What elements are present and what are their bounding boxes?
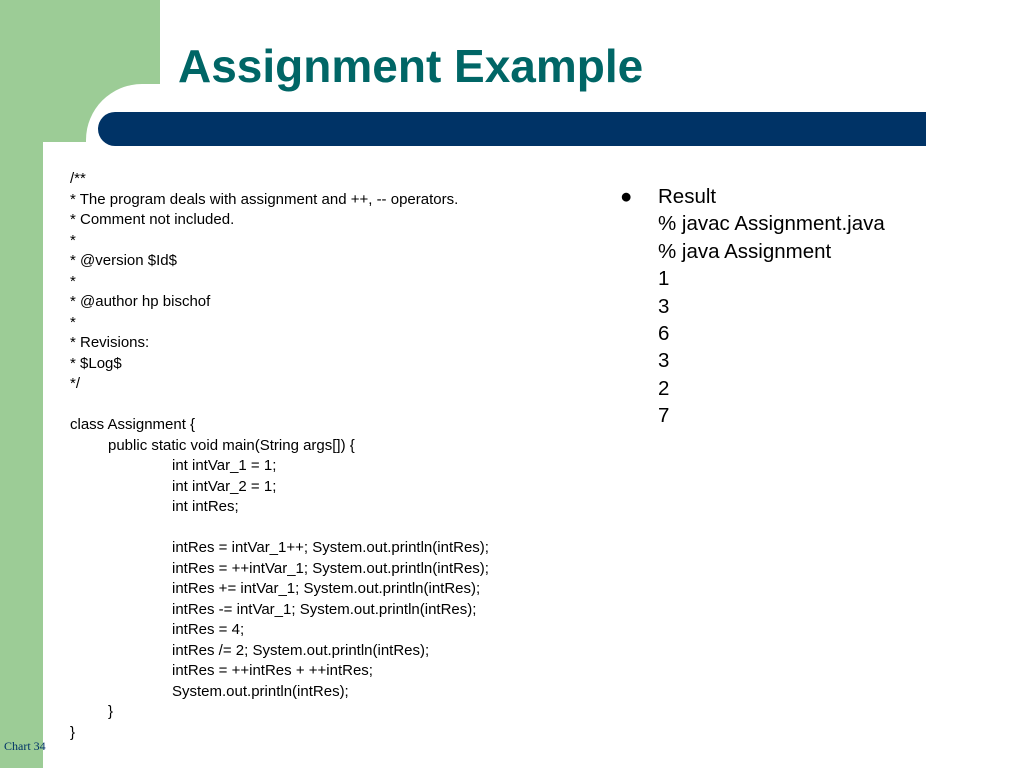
- code-line: intRes = ++intRes + ++intRes;: [172, 662, 373, 679]
- code-line: int intRes;: [172, 498, 239, 515]
- result-output: [658, 183, 885, 430]
- code-line: public static void main(String args[]) {: [108, 436, 355, 454]
- code-line: */: [70, 375, 81, 392]
- code-line: System.out.println(intRes);: [172, 682, 349, 700]
- result-line: 3: [658, 294, 670, 318]
- code-line: intRes = ++intVar_1; System.out.println(intRes);: [172, 559, 489, 577]
- code-line: * Revisions:: [70, 334, 150, 351]
- bullet-icon: ●: [620, 185, 633, 208]
- result-line: 1: [658, 267, 670, 291]
- code-line: * The program deals with assignment and ++, -- operators.: [70, 190, 459, 208]
- result-list: [620, 183, 885, 430]
- code-line: * @author hp bischof: [70, 293, 211, 310]
- code-line: *: [70, 313, 76, 331]
- code-line: intRes += intVar_1; System.out.println(intRes);: [172, 580, 481, 597]
- code-line: [70, 395, 590, 416]
- code-listing: [70, 169, 590, 743]
- code-line: *: [70, 231, 76, 249]
- result-line: 6: [658, 322, 670, 346]
- code-line: /**: [70, 170, 86, 187]
- code-line: }: [70, 723, 76, 741]
- result-line: 2: [658, 376, 670, 400]
- code-line: *: [70, 272, 76, 290]
- result-line: 7: [658, 404, 670, 428]
- result-heading: Result: [658, 185, 717, 208]
- result-line: % java Assignment: [658, 239, 832, 263]
- code-line: intRes = intVar_1++; System.out.println(intRes);: [172, 539, 489, 556]
- code-line: intRes -= intVar_1; System.out.println(intRes);: [172, 600, 477, 618]
- code-line: intRes = 4;: [172, 621, 245, 638]
- code-line: * @version $Id$: [70, 252, 177, 269]
- code-line: * $Log$: [70, 354, 122, 372]
- result-line: 3: [658, 349, 670, 373]
- code-line: [70, 518, 590, 539]
- title-underline-bar: [98, 112, 926, 146]
- code-line: intRes /= 2; System.out.println(intRes);: [172, 641, 430, 659]
- code-line: * Comment not included.: [70, 211, 235, 228]
- code-line: int intVar_2 = 1;: [172, 477, 277, 495]
- slide-number: Chart 34: [4, 739, 46, 753]
- code-line: }: [108, 703, 114, 720]
- slide-title: Assignment Example: [178, 40, 644, 92]
- result-line: % javac Assignment.java: [658, 212, 885, 236]
- code-line: class Assignment {: [70, 416, 196, 433]
- code-line: int intVar_1 = 1;: [172, 457, 277, 474]
